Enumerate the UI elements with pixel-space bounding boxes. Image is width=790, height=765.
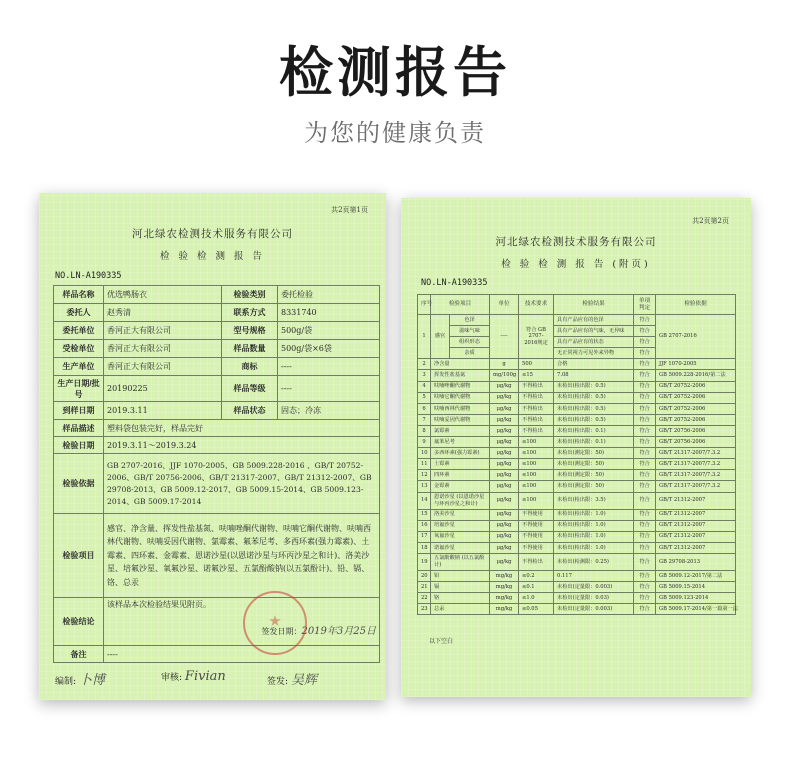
page-number: 共2页第2页 [692, 217, 729, 225]
cell-basis: GB 5009.123-2014 [656, 593, 736, 604]
cell-judge: 符合 [634, 593, 656, 604]
cell-item: 呋喃妥因代谢物 [431, 414, 490, 425]
cell-req: 不得检出 [519, 414, 554, 425]
cell-unit: μg/kg [490, 392, 519, 403]
table-row [418, 381, 736, 392]
cell-no: 20 [418, 570, 431, 581]
cell-value: 优选鸭肠衣 [104, 286, 222, 304]
cell-no: 15 [418, 509, 431, 520]
cell-basis: GB 5009.17-2014/第一篇第一法 [656, 604, 736, 615]
cell-result: 无正常视力可见外来异物 [554, 348, 634, 359]
cell-item: 镉 [431, 581, 490, 592]
cell-value: 8331740 [278, 304, 380, 322]
cell-basis: GB 5009.15-2014 [656, 581, 736, 592]
cell-unit: μg/kg [490, 531, 519, 542]
cell-unit: μg/kg [490, 437, 519, 448]
cell-label: 生产日期/批号 [54, 376, 104, 402]
cell-no: 17 [418, 531, 431, 542]
cell-item: 多西环素(强力霉素) [431, 448, 490, 459]
cell-unit: μg/kg [490, 520, 519, 531]
cell-label: 检验结论 [54, 598, 104, 646]
cell-judge: 符合 [634, 570, 656, 581]
cell-unit: μg/kg [490, 459, 519, 470]
cell-unit: μg/kg [490, 481, 519, 492]
cell-no: 9 [418, 437, 431, 448]
cell-no: 19 [418, 553, 431, 570]
cell-judge: 符合 [634, 425, 656, 436]
cell-result: 未检出(检测限：0.25) [554, 553, 634, 570]
cell-item: 培氟沙星 [431, 520, 490, 531]
page-subtitle: 为您的健康负责 [304, 119, 486, 147]
editor-sig: 卜博 [78, 673, 105, 688]
cell-unit: μg/kg [490, 403, 519, 414]
cell-no: 21 [418, 581, 431, 592]
cell-label: 样品状态 [222, 402, 278, 420]
cell-label: 检验日期 [54, 437, 104, 454]
cell-result: 未检出(检出限：0.1) [554, 425, 634, 436]
cell-result: 未检出(定量限：0.003) [554, 581, 634, 592]
cell-result: 未检出(检出限：1.0) [554, 542, 634, 553]
table-row [418, 531, 736, 542]
cell-result: 未检出(检出限：1.0) [554, 509, 634, 520]
cell-judge: 符合 [634, 437, 656, 448]
cell-basis: GB/T 21312-2007 [656, 542, 736, 553]
cell-judge: 符合 [634, 542, 656, 553]
conclusion-text: 该样品本次检验结果见附页。 [107, 600, 211, 609]
table-row [418, 553, 736, 570]
review-label: 审核: [161, 673, 183, 683]
cell-label: 样品名称 [54, 286, 104, 304]
conclusion-cell [104, 598, 380, 646]
cell-req: ≤100 [519, 492, 554, 509]
cell-result: 未检出(测定限：50) [554, 481, 634, 492]
cell-judge: 符合 [634, 381, 656, 392]
table-row [418, 604, 736, 615]
cell-value: 2019.3.11～2019.3.24 [104, 437, 380, 454]
cell-req: 符合 GB 2707-2016规定 [519, 315, 554, 359]
cell-unit: g [490, 359, 519, 370]
cell-basis: GB/T 21312-2007 [656, 520, 736, 531]
cell-result: 未检出(检出限：1.0) [554, 520, 634, 531]
header-result: 检验结果 [554, 295, 634, 315]
official-seal-icon [243, 591, 307, 655]
cell-basis: GB/T 20752-2006 [656, 381, 736, 392]
table-row [418, 437, 736, 448]
table-row [418, 509, 736, 520]
review-signature [161, 669, 226, 684]
cell-unit: mg/kg [490, 593, 519, 604]
cell-unit: μg/kg [490, 448, 519, 459]
cell-label: 检验项目 [54, 514, 104, 598]
cell-req: ≤100 [519, 437, 554, 448]
cell-no: 5 [418, 392, 431, 403]
report-number: NO.LN-A190335 [55, 271, 122, 281]
cell-basis: GB/T 20752-2006 [656, 403, 736, 414]
cell-basis: GB 29708-2013 [656, 553, 736, 570]
cell-item: 感官 [431, 315, 450, 359]
cell-item: 总汞 [431, 604, 490, 615]
cell-item: 铬 [431, 593, 490, 604]
cell-basis: GB/T 21312-2007 [656, 492, 736, 509]
cell-item: 五氯酚酸钠 (以五氯酚计) [431, 553, 490, 570]
approve-sig: 吴辉 [290, 673, 317, 688]
cell-req: ≤1.0 [519, 593, 554, 604]
cell-basis: GB/T 21317-2007/7.3.2 [656, 481, 736, 492]
cell-result: 未检出(测定限：50) [554, 470, 634, 481]
cell-basis: GB/T 20752-2006 [656, 392, 736, 403]
cell-req: ≤0.05 [519, 604, 554, 615]
cell-result: 未检出(检出限：0.5) [554, 381, 634, 392]
cell-req: 不得检出 [519, 403, 554, 414]
cell-value: ---- [278, 358, 380, 376]
editor-signature [55, 669, 105, 688]
cell-sub: 杂质 [450, 348, 490, 359]
cell-result: 未检出(检出限：0.5) [554, 392, 634, 403]
cell-no: 22 [418, 593, 431, 604]
cell-result: 合格 [554, 359, 634, 370]
cell-unit: μg/kg [490, 381, 519, 392]
cell-result: 具有产品应有的气味，无异味 [554, 326, 634, 337]
cell-item: 呋喃西林代谢物 [431, 403, 490, 414]
cell-unit: mg/kg [490, 604, 519, 615]
table-row [418, 492, 736, 509]
table-row [418, 370, 736, 381]
cell-label: 检验类别 [222, 286, 278, 304]
report-page-1 [39, 193, 386, 700]
table-row [418, 542, 736, 553]
cell-value: 固态；冷冻 [278, 402, 380, 420]
cell-judge: 符合 [634, 581, 656, 592]
cell-req: 不得检出 [519, 381, 554, 392]
cell-result: 7.08 [554, 370, 634, 381]
cell-basis: GB 2707-2016 [656, 315, 736, 359]
cell-req: 不得使用 [519, 531, 554, 542]
cell-no: 1 [418, 315, 431, 359]
cell-result: 未检出(检出限：0.5) [554, 414, 634, 425]
cell-judge: 符合 [634, 459, 656, 470]
cell-item: 洛美沙星 [431, 509, 490, 520]
cell-judge: 符合 [634, 392, 656, 403]
header-judge: 单项判定 [634, 295, 656, 315]
cell-req: ≤0.1 [519, 581, 554, 592]
cell-value: 500g/袋×6袋 [278, 340, 380, 358]
cell-no: 11 [418, 459, 431, 470]
header-req: 技术要求 [519, 295, 554, 315]
sign-date [107, 626, 376, 637]
cell-label: 委托人 [54, 304, 104, 322]
cell-no: 2 [418, 359, 431, 370]
cell-judge: 符合 [634, 403, 656, 414]
cell-judge: 符合 [634, 315, 656, 326]
cell-no: 14 [418, 492, 431, 509]
cell-basis: GB/T 21317-2007/7.3.2 [656, 448, 736, 459]
cell-sub: 色泽 [450, 315, 490, 326]
cell-req: 500 [519, 359, 554, 370]
cell-value: GB 2707-2016、JJF 1070-2005、GB 5009.228-2016 、GB/T 20752-2006、GB/T 20756-2006、GB/T 21317-2007、GB/T 21312-2007、GB 29708-2013、GB 5009.12-2017、GB 5009.15-2014、GB 5009.123-2014、GB 5009.17-2014 [104, 454, 380, 514]
report-page-2 [401, 198, 751, 697]
cell-label: 委托单位 [54, 322, 104, 340]
cell-label: 样品数量 [222, 340, 278, 358]
cell-judge: 符合 [634, 604, 656, 615]
review-sig: Fivian [184, 669, 226, 684]
cell-unit: μg/kg [490, 509, 519, 520]
report-main-table [53, 285, 380, 663]
cell-item: 土霉素 [431, 459, 490, 470]
cell-label: 联系方式 [222, 304, 278, 322]
cell-item: 呋喃它酮代谢物 [431, 392, 490, 403]
cell-no: 6 [418, 403, 431, 414]
cell-value: 委托检验 [278, 286, 380, 304]
cell-basis: GB/T 21312-2007 [656, 509, 736, 520]
approve-label: 签发: [267, 677, 289, 687]
cell-item: 呋喃唑酮代谢物 [431, 381, 490, 392]
cell-unit: μg/kg [490, 470, 519, 481]
cell-value: 500g/袋 [278, 322, 380, 340]
table-row [418, 581, 736, 592]
cell-req: ≤100 [519, 448, 554, 459]
cell-value: 赵秀清 [104, 304, 222, 322]
cell-item: 诺氟沙星 [431, 542, 490, 553]
cell-value: 20190225 [104, 376, 222, 402]
table-row [418, 570, 736, 581]
cell-label: 样品描述 [54, 420, 104, 437]
cell-value: 感官、净含量、挥发性盐基氮、呋喃唑酮代谢物、呋喃它酮代谢物、呋喃西林代谢物、呋喃妥因代谢物、氯霉素、氟苯尼考、多西环素(强力霉素)、土霉素、四环素、金霉素、恩诺沙星(以恩诺沙星与环丙沙星之和计)、洛美沙星、培氟沙星、氧氟沙星、诺氟沙星、五氯酚酸钠(以五氯酚计)、铅、镉、铬、总汞 [104, 514, 380, 598]
report-attachment-table [417, 294, 736, 615]
report-title: 检 验 检 测 报 告 (附页) [501, 259, 651, 270]
table-row [418, 425, 736, 436]
cell-judge: 符合 [634, 553, 656, 570]
cell-unit: μg/kg [490, 425, 519, 436]
cell-judge: 符合 [634, 492, 656, 509]
cell-req: 不得检出 [519, 392, 554, 403]
editor-label: 编制: [55, 677, 77, 687]
cell-label: 样品等级 [222, 376, 278, 402]
cell-basis: GB/T 21317-2007/7.3.2 [656, 459, 736, 470]
cell-basis: GB/T 21317-2007/7.3.2 [656, 470, 736, 481]
cell-req: ≤100 [519, 470, 554, 481]
cell-unit: mg/100g [490, 370, 519, 381]
cell-no: 10 [418, 448, 431, 459]
cell-item: 金霉素 [431, 481, 490, 492]
cell-item: 铅 [431, 570, 490, 581]
cell-value: 香河正大有限公司 [104, 340, 222, 358]
cell-req: 不得使用 [519, 520, 554, 531]
cell-value: 香河正大有限公司 [104, 322, 222, 340]
cell-req: 不得使用 [519, 509, 554, 520]
cell-basis: GB/T 21312-2007 [656, 531, 736, 542]
cell-result: 未检出(检出限：0.5) [554, 403, 634, 414]
cell-label: 生产单位 [54, 358, 104, 376]
cell-no: 18 [418, 542, 431, 553]
report-title: 检 验 检 测 报 告 [159, 251, 266, 262]
cell-no: 16 [418, 520, 431, 531]
page-title: 检测报告 [279, 41, 511, 104]
cell-item: 四环素 [431, 470, 490, 481]
cell-item: 挥发性盐基氮 [431, 370, 490, 381]
cell-judge: 符合 [634, 359, 656, 370]
cell-unit: ---- [490, 315, 519, 359]
table-row [418, 459, 736, 470]
table-row [418, 481, 736, 492]
cell-judge: 符合 [634, 481, 656, 492]
cell-sub: 滋味气味 [450, 326, 490, 337]
cell-unit: mg/kg [490, 581, 519, 592]
table-row [418, 392, 736, 403]
cell-result: 未检出(定量限：0.003) [554, 604, 634, 615]
cell-no: 3 [418, 370, 431, 381]
cell-basis: JJF 1070-2005 [656, 359, 736, 370]
cell-unit: μg/kg [490, 542, 519, 553]
cell-result: 具有产品应有的状态 [554, 337, 634, 348]
cell-judge: 符合 [634, 326, 656, 337]
cell-basis: GB/T 20756-2006 [656, 437, 736, 448]
cell-result: 具有产品应有的色泽 [554, 315, 634, 326]
cell-label: 到样日期 [54, 402, 104, 420]
table-row [418, 448, 736, 459]
header-no: 序号 [418, 295, 431, 315]
sign-date-label: 签发日期： [261, 627, 302, 636]
cell-label: 商标 [222, 358, 278, 376]
sign-date-handwritten: 2019年3月25日 [301, 626, 376, 637]
cell-item: 恩诺沙星 (以恩诺沙星与环丙沙星之和计) [431, 492, 490, 509]
cell-value: 2019.3.11 [104, 402, 222, 420]
cell-unit: μg/kg [490, 414, 519, 425]
cell-no: 7 [418, 414, 431, 425]
cell-judge: 符合 [634, 520, 656, 531]
cell-judge: 符合 [634, 470, 656, 481]
table-row [418, 414, 736, 425]
org-name: 河北绿农检测技术服务有限公司 [495, 236, 657, 248]
cell-judge: 符合 [634, 370, 656, 381]
cell-req: 不得使用 [519, 542, 554, 553]
cell-judge: 符合 [634, 414, 656, 425]
cell-basis: GB/T 20752-2006 [656, 414, 736, 425]
cell-label: 检验依据 [54, 454, 104, 514]
org-name: 河北绿农检测技术服务有限公司 [132, 228, 293, 240]
report-number: NO.LN-A190335 [421, 278, 488, 288]
cell-unit: mg/kg [490, 570, 519, 581]
cell-judge: 符合 [634, 337, 656, 348]
cell-judge: 符合 [634, 509, 656, 520]
table-row [418, 593, 736, 604]
cell-basis: GB 5009.12-2017/第二法 [656, 570, 736, 581]
cell-judge: 符合 [634, 448, 656, 459]
header-item: 检验项目 [431, 295, 490, 315]
header-basis: 检验依据 [656, 295, 736, 315]
cell-value: ---- [278, 376, 380, 402]
cell-basis: GB 5009.228-2016/第二法 [656, 370, 736, 381]
cell-req: ≤15 [519, 370, 554, 381]
cell-label: 备注 [54, 646, 104, 663]
cell-no: 12 [418, 470, 431, 481]
cell-item: 氯霉素 [431, 425, 490, 436]
table-row [418, 470, 736, 481]
cell-result: 0.117 [554, 570, 634, 581]
cell-result: 未检出(检出限：1.0) [554, 531, 634, 542]
cell-sub: 组织形态 [450, 337, 490, 348]
cell-req: 不得检出 [519, 425, 554, 436]
cell-unit: μg/kg [490, 553, 519, 570]
table-row [418, 520, 736, 531]
cell-no: 13 [418, 481, 431, 492]
cell-no: 23 [418, 604, 431, 615]
cell-label: 受检单位 [54, 340, 104, 358]
cell-result: 未检出(测定限：50) [554, 448, 634, 459]
cell-label: 型号规格 [222, 322, 278, 340]
page-number: 共2页第1页 [331, 206, 368, 214]
cell-result: 未检出(检出限：0.1) [554, 437, 634, 448]
cell-result: 未检出(定量限：0.03) [554, 593, 634, 604]
cell-basis: GB/T 20756-2006 [656, 425, 736, 436]
cell-value: ---- [104, 646, 380, 663]
cell-req: ≤100 [519, 481, 554, 492]
cell-value: 塑料袋包装完好，样品完好 [104, 420, 380, 437]
table-row [418, 359, 736, 370]
table-end-note: 以下空白 [429, 638, 454, 645]
cell-req: ≤0.2 [519, 570, 554, 581]
cell-unit: μg/kg [490, 492, 519, 509]
cell-judge: 符合 [634, 531, 656, 542]
cell-item: 氧氟沙星 [431, 531, 490, 542]
cell-result: 未检出(检出限：3.5) [554, 492, 634, 509]
cell-result: 未检出(测定限：50) [554, 459, 634, 470]
cell-no: 8 [418, 425, 431, 436]
cell-req: 不得检出 [519, 553, 554, 570]
cell-no: 4 [418, 381, 431, 392]
header-unit: 单位 [490, 295, 519, 315]
cell-item: 氟苯尼考 [431, 437, 490, 448]
cell-judge: 符合 [634, 348, 656, 359]
cell-req: ≤100 [519, 459, 554, 470]
cell-value: 香河正大有限公司 [104, 358, 222, 376]
cell-item: 净含量 [431, 359, 490, 370]
table-row [418, 403, 736, 414]
approve-signature [267, 669, 317, 688]
